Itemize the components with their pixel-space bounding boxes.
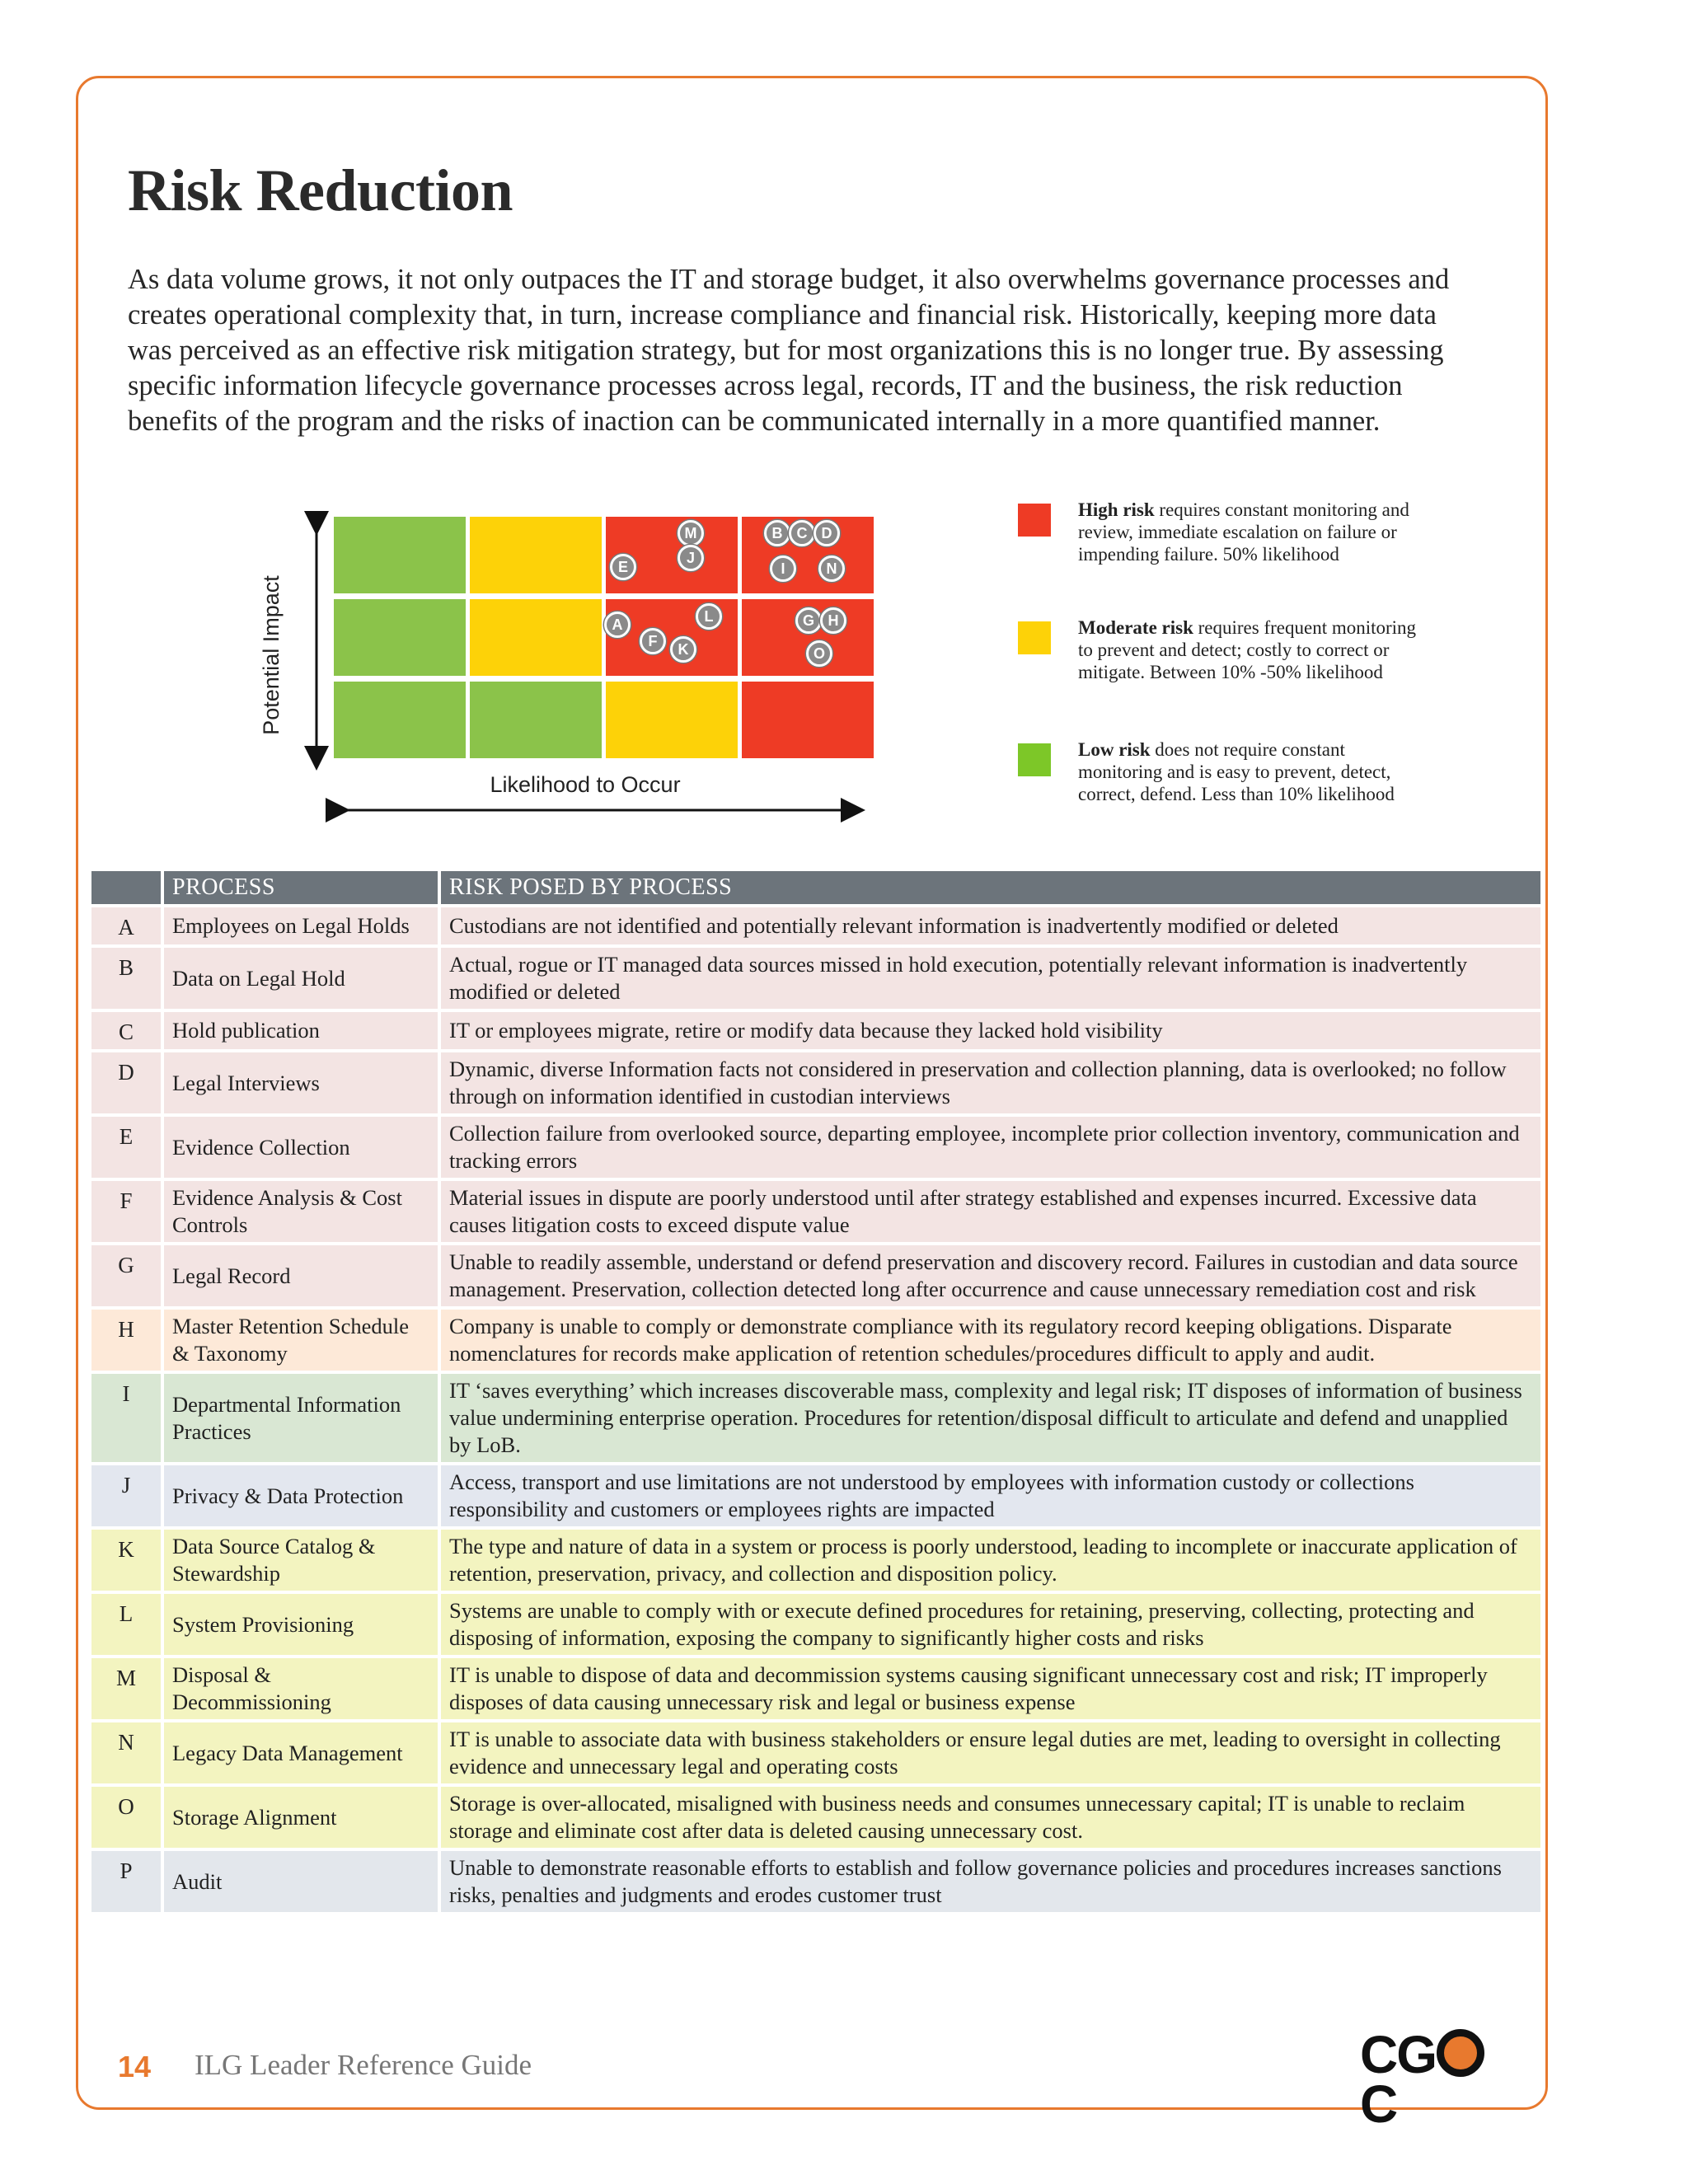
- matrix-cell-yellow: [470, 599, 602, 676]
- matrix-badge-c: C: [789, 520, 815, 546]
- row-risk: IT is unable to associate data with business stakeholders or ensure legal duties are met, leading to oversight in collecting evidence and unnecessary legal and operating costs: [441, 1722, 1540, 1783]
- row-risk: Storage is over-allocated, misaligned with business needs and consumes unnecessary capital; IT is unable to reclaim storage and eliminate cost after data is deleted causing unnecessary cost.: [441, 1787, 1540, 1848]
- matrix-badge-e: E: [610, 554, 636, 580]
- matrix-badge-k: K: [670, 636, 696, 663]
- header-letter: [91, 871, 161, 904]
- matrix-cell-green: [334, 517, 466, 593]
- row-process: Audit: [164, 1851, 438, 1912]
- legend-swatch: [1018, 504, 1051, 537]
- matrix-badge-l: L: [696, 603, 722, 630]
- y-axis-label: Potential Impact: [259, 575, 284, 735]
- row-letter: O: [91, 1787, 161, 1848]
- row-risk: IT is unable to dispose of data and decommission systems causing significant unnecessary cost and risk; IT improperly disposes of data causing unnecessary risk and legal or business expense: [441, 1658, 1540, 1719]
- risk-matrix: [259, 507, 890, 853]
- row-letter: H: [91, 1310, 161, 1371]
- row-process: Evidence Collection: [164, 1117, 438, 1178]
- legend-level: High risk: [1078, 499, 1155, 520]
- row-process: Departmental Information Practices: [164, 1374, 438, 1462]
- legend-text: [1078, 738, 1424, 805]
- row-process: Master Retention Schedule & Taxonomy: [164, 1310, 438, 1371]
- page-title: Risk Reduction: [128, 157, 513, 223]
- matrix-cell-red: [742, 682, 874, 758]
- row-letter: L: [91, 1594, 161, 1655]
- matrix-badge-d: D: [814, 520, 840, 546]
- matrix-grid: [334, 517, 878, 760]
- row-letter: N: [91, 1722, 161, 1783]
- row-risk: Systems are unable to comply with or execute defined procedures for retaining, preserving, collecting, protecting and disposing of information, exposing the company to significantly higher costs and risks: [441, 1594, 1540, 1655]
- matrix-cell-yellow: [606, 682, 738, 758]
- x-axis-label: Likelihood to Occur: [490, 772, 681, 797]
- legend-swatch: [1018, 743, 1051, 776]
- row-risk: Dynamic, diverse Information facts not considered in preservation and collection planning, data is overlooked; no follow through on information identified in custodian interviews: [441, 1052, 1540, 1113]
- matrix-cell-green: [334, 599, 466, 676]
- table-header-row: [91, 871, 1540, 904]
- table-row: [91, 907, 1540, 944]
- legend-swatch: [1018, 621, 1051, 654]
- table-row: [91, 1012, 1540, 1049]
- matrix-badge-i: I: [770, 555, 796, 582]
- row-process: Privacy & Data Protection: [164, 1465, 438, 1526]
- row-process: Legacy Data Management: [164, 1722, 438, 1783]
- row-process: Legal Record: [164, 1245, 438, 1306]
- row-risk: The type and nature of data in a system or process is poorly understood, leading to incomplete or inaccurate application of retention, preservation, privacy, and collection and disposition policy.: [441, 1530, 1540, 1591]
- matrix-cell-yellow: [470, 517, 602, 593]
- legend-description: requires constant monitoring and review, immediate escalation on failure or impending failure. 50% likelihood: [1078, 499, 1409, 565]
- legend-level: Low risk: [1078, 739, 1151, 760]
- matrix-badge-h: H: [820, 607, 846, 634]
- row-letter: P: [91, 1851, 161, 1912]
- matrix-badge-b: B: [764, 520, 790, 546]
- table-row: [91, 1245, 1540, 1306]
- legend-text: [1078, 616, 1424, 683]
- table-row: [91, 1594, 1540, 1655]
- row-letter: K: [91, 1530, 161, 1591]
- row-process: System Provisioning: [164, 1594, 438, 1655]
- row-process: Data on Legal Hold: [164, 948, 438, 1009]
- table-row: [91, 1310, 1540, 1371]
- table-row: [91, 1117, 1540, 1178]
- row-process: Employees on Legal Holds: [164, 907, 438, 944]
- matrix-badge-n: N: [818, 555, 845, 582]
- row-letter: I: [91, 1374, 161, 1462]
- table-row: [91, 1465, 1540, 1526]
- table-row: [91, 1787, 1540, 1848]
- row-letter: E: [91, 1117, 161, 1178]
- matrix-cell-green: [334, 682, 466, 758]
- row-process: Evidence Analysis & Cost Controls: [164, 1181, 438, 1242]
- header-process: PROCESS: [164, 871, 438, 904]
- table-row: [91, 1722, 1540, 1783]
- table-row: [91, 1530, 1540, 1591]
- table-row: [91, 1851, 1540, 1912]
- row-letter: M: [91, 1658, 161, 1719]
- row-letter: A: [91, 907, 161, 944]
- row-risk: Company is unable to comply or demonstrate compliance with its regulatory record keeping obligations. Disparate nomenclatures for records make application of retention schedules/procedures difficult to apply and audit.: [441, 1310, 1540, 1371]
- legend-level: Moderate risk: [1078, 617, 1193, 638]
- table-row: [91, 948, 1540, 1009]
- row-letter: B: [91, 948, 161, 1009]
- matrix-badge-j: J: [678, 545, 704, 571]
- matrix-badge-f: F: [640, 628, 666, 654]
- row-risk: Unable to demonstrate reasonable efforts to establish and follow governance policies and procedures increases sanctions risks, penalties and judgments and erodes customer trust: [441, 1851, 1540, 1912]
- row-risk: Collection failure from overlooked source, departing employee, incomplete prior collection inventory, communication and tracking errors: [441, 1117, 1540, 1178]
- row-risk: IT ‘saves everything’ which increases discoverable mass, complexity and legal risk; IT disposes of information of business value undermining enterprise operation. Procedures for retention/disposal difficult to articulate and defend and unapplied by LoB.: [441, 1374, 1540, 1462]
- matrix-badge-o: O: [806, 640, 832, 667]
- row-process: Data Source Catalog & Stewardship: [164, 1530, 438, 1591]
- row-process: Storage Alignment: [164, 1787, 438, 1848]
- legend-text: [1078, 499, 1424, 565]
- row-letter: D: [91, 1052, 161, 1113]
- row-risk: Material issues in dispute are poorly understood until after strategy established and expenses incurred. Excessive data causes litigation costs to exceed dispute value: [441, 1181, 1540, 1242]
- row-risk: IT or employees migrate, retire or modify data because they lacked hold visibility: [441, 1012, 1540, 1049]
- table-row: [91, 1181, 1540, 1242]
- row-process: Legal Interviews: [164, 1052, 438, 1113]
- row-risk: Custodians are not identified and potentially relevant information is inadvertently modified or deleted: [441, 907, 1540, 944]
- matrix-cell-green: [470, 682, 602, 758]
- table-row: [91, 1374, 1540, 1462]
- intro-paragraph: As data volume grows, it not only outpaces the IT and storage budget, it also overwhelms governance processes and creates operational complexity that, in turn, increase compliance and financial risk. Historically, keeping more data was perceived as an effective risk mitigation strategy, but for most organizations this is no longer true. By assessing specific information lifecycle governance processes across legal, records, IT and the business, the risk reduction benefits of the program and the risks of inaction can be communicated internally in a more quantified manner.: [128, 264, 1450, 437]
- row-letter: C: [91, 1012, 161, 1049]
- table-row: [91, 1658, 1540, 1719]
- row-risk: Unable to readily assemble, understand or defend preservation and discovery record. Failures in custodian and data source management. Preservation, collection detected long after occurrence and cause unnecessary remediation cost and risk: [441, 1245, 1540, 1306]
- legend-description: requires frequent monitoring to prevent and detect; costly to correct or mitigate. Between 10% -50% likelihood: [1078, 617, 1417, 682]
- page-number: 14: [118, 2050, 152, 2083]
- legend-description: does not require constant monitoring and is easy to prevent, detect, correct, defend. Less than 10% likelihood: [1078, 739, 1395, 804]
- table-row: [91, 1052, 1540, 1113]
- header-risk: RISK POSED BY PROCESS: [441, 871, 1540, 904]
- matrix-badge-m: M: [678, 520, 704, 546]
- matrix-badge-a: A: [604, 612, 631, 638]
- row-process: Disposal & Decommissioning: [164, 1658, 438, 1719]
- risk-table: [88, 868, 1544, 1915]
- footer-guide-title: ILG Leader Reference Guide: [195, 2049, 532, 2081]
- matrix-badge-g: G: [795, 607, 822, 634]
- row-letter: G: [91, 1245, 161, 1306]
- row-process: Hold publication: [164, 1012, 438, 1049]
- row-letter: F: [91, 1181, 161, 1242]
- row-letter: J: [91, 1465, 161, 1526]
- row-risk: Actual, rogue or IT managed data sources missed in hold execution, potentially relevant information is inadvertently modified or deleted: [441, 948, 1540, 1009]
- cgoc-logo: CGC: [1360, 2029, 1517, 2079]
- row-risk: Access, transport and use limitations are not understood by employees with information custody or collections responsibility and customers or employees rights are impacted: [441, 1465, 1540, 1526]
